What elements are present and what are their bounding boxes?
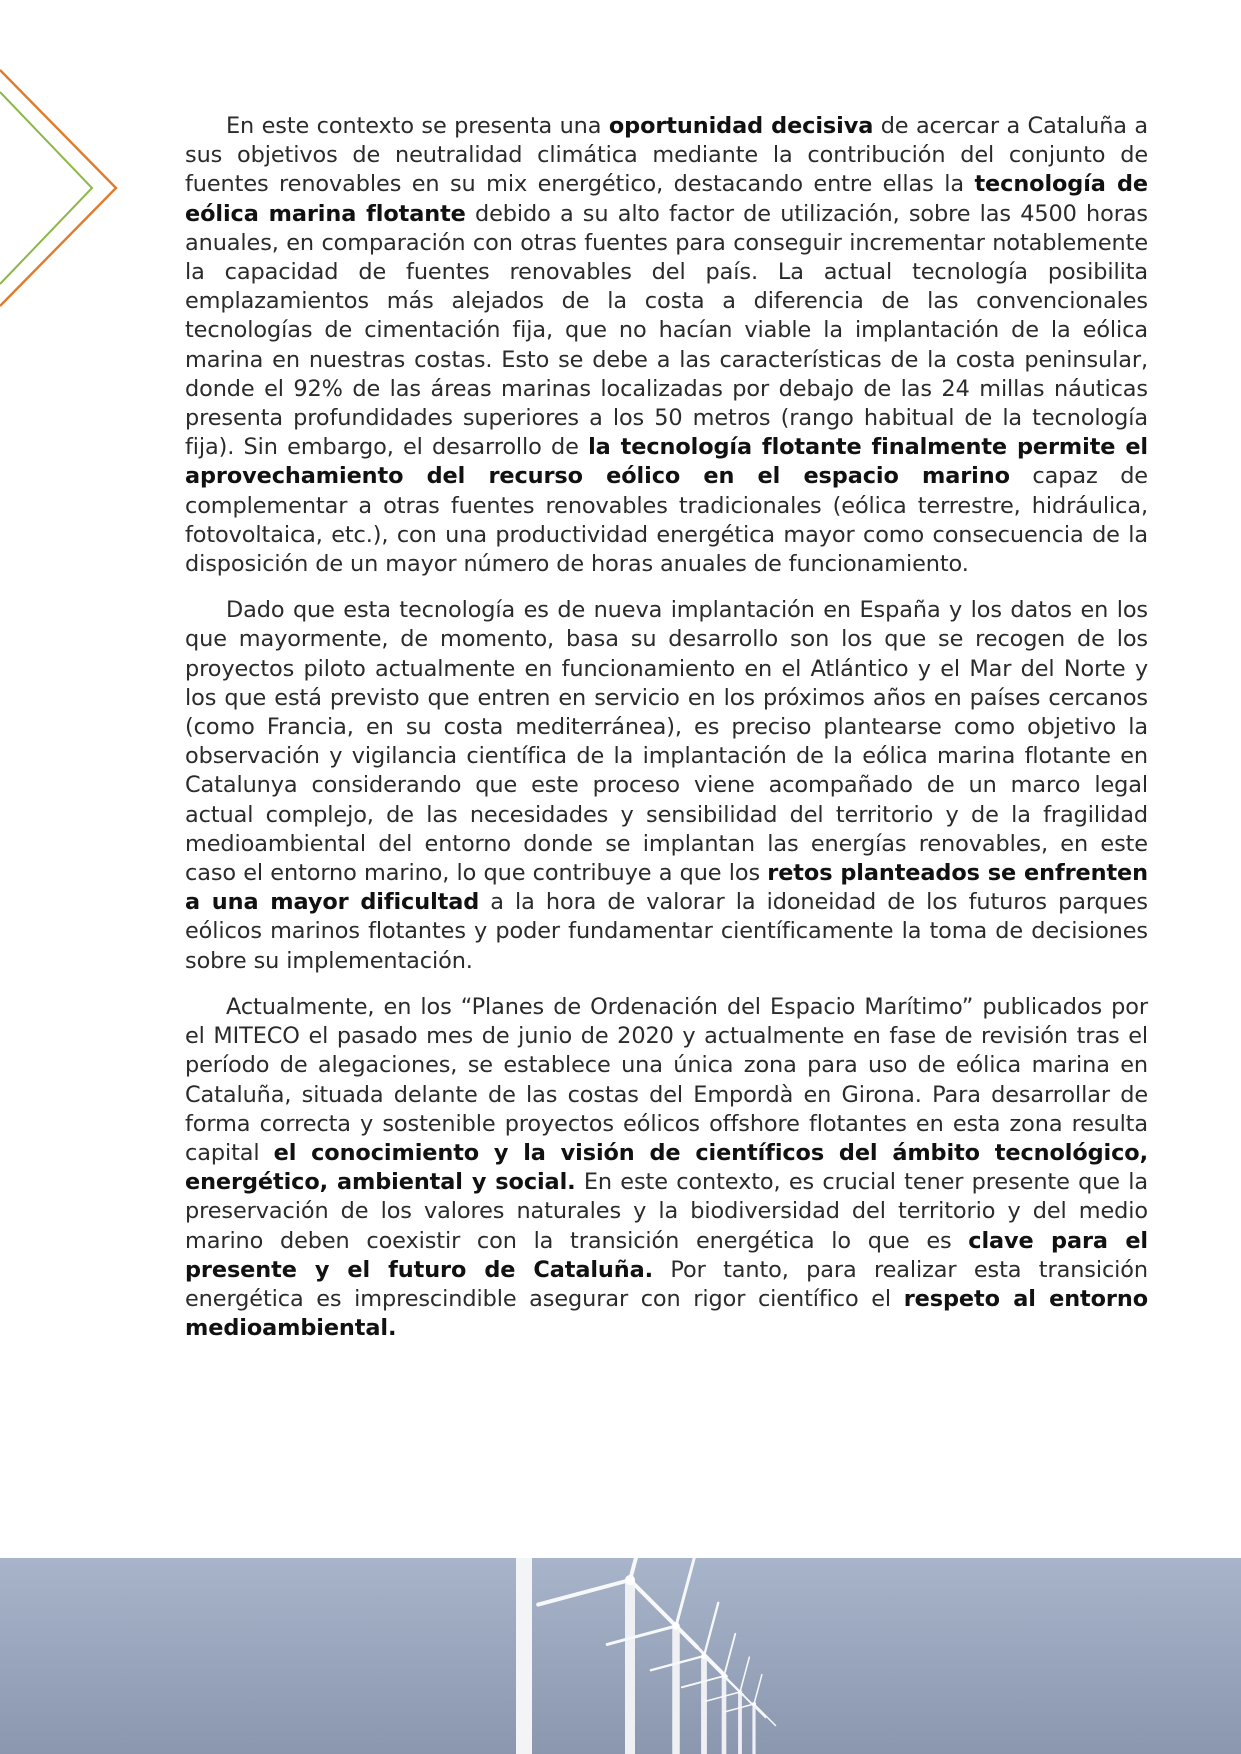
turbine-tower <box>701 1656 707 1754</box>
text-run: En este contexto se presenta una <box>226 113 609 139</box>
paragraph <box>185 596 1148 976</box>
chevron-arrow-icon <box>0 60 130 320</box>
bold-text: tecnología de eólica marina flotante <box>185 171 1148 227</box>
turbine-tower <box>738 1692 742 1754</box>
text-run: En este contexto, es crucial tener presente que la preservación de los valores naturales y la biodiversidad del territorio y del medio marino deben coexistir con la transición energética lo que es <box>185 1169 1148 1254</box>
turbine-hub <box>701 1653 707 1659</box>
turbine-hub <box>738 1690 742 1694</box>
turbine-hub <box>625 1575 635 1585</box>
bold-text: oportunidad decisiva <box>608 113 874 139</box>
text-run: de acercar a Cataluña a sus objetivos de neutralidad climática mediante la contribución del conjunto de fuentes renovables en su mix energético, destacando entre ellas la <box>185 113 1148 198</box>
turbine-tower <box>625 1580 635 1754</box>
chevron-outer-line <box>0 70 116 306</box>
paragraph <box>185 993 1148 1343</box>
wind-turbines-photo <box>0 1558 1241 1754</box>
article-body <box>185 112 1148 1360</box>
text-run: a la hora de valorar la idoneidad de los futuros parques eólicos marinos flotantes y poder fundamentar científicamente la toma de decisiones sobre su implementación. <box>185 889 1148 974</box>
bold-text: la tecnología flotante finalmente permite el aprovechamiento del recurso eólico en el espacio marino <box>185 434 1148 490</box>
chevron-inner-line <box>0 92 92 284</box>
bold-text: el conocimiento y la visión de científicos del ámbito tecnológico, energético, ambiental y social. <box>185 1139 1148 1196</box>
turbine-tower <box>516 1558 532 1754</box>
text-run: debido a su alto factor de utilización, sobre las 4500 horas anuales, en comparación con otras fuentes para conseguir incrementar notablemente la capacidad de fuentes renovables del país. La actual tecnología posibilita emplazamientos más alejados de la costa a diferencia de las convencionales tecnologías de cimentación fija, que no hacían viable la implantación de la eólica marina en nuestras costas. Esto se debe a las características de la costa peninsular, donde el 92% de las áreas marinas localizadas por debajo de las 24 millas náuticas presenta profundidades superiores a los 50 metros (rango habitual de la tecnología fija). Sin embargo, el desarrollo de <box>185 200 1148 461</box>
turbine-hub <box>672 1622 680 1630</box>
text-run: capaz de complementar a otras fuentes renovables tradicionales (eólica terrestre, hidráulica, fotovoltaica, etc.), con una productividad energética mayor como consecuencia de la disposición de un mayor número de horas anuales de funcionamiento. <box>185 463 1148 578</box>
turbine-tower <box>752 1704 755 1754</box>
turbine-hub <box>722 1674 727 1679</box>
bold-text: retos planteados se enfrenten a una mayor dificultad <box>185 860 1148 916</box>
bold-text: respeto al entorno medioambiental. <box>185 1285 1148 1342</box>
turbine-tower <box>672 1626 680 1754</box>
turbine-hub <box>752 1702 756 1706</box>
sky-background <box>0 1558 1241 1754</box>
bold-text: clave para el presente y el futuro de Cataluña. <box>185 1227 1148 1283</box>
paragraph <box>185 112 1148 579</box>
turbine-tower <box>722 1676 727 1754</box>
text-run: Dado que esta tecnología es de nueva implantación en España y los datos en los que mayormente, de momento, basa su desarrollo son los que se recogen de los proyectos piloto actualmente en funcionamiento en el Atlántico y el Mar del Norte y los que está previsto que entren en servicio en los próximos años en países cercanos (como Francia, en su costa mediterránea), es preciso plantearse como objetivo la observación y vigilancia científica de la implantación de la eólica marina flotante en Catalunya considerando que este proceso viene acompañado de un marco legal actual complejo, de las necesidades y sensibilidad del territorio y de la fragilidad medioambiental del entorno donde se implantan las energías renovables, en este caso el entorno marino, lo que contribuye a que los <box>185 597 1148 887</box>
text-run: Por tanto, para realizar esta transición energética es imprescindible asegurar con rigor científico el <box>185 1256 1148 1312</box>
text-run: Actualmente, en los “Planes de Ordenación del Espacio Marítimo” publicados por el MITECO el pasado mes de junio de 2020 y actualmente en fase de revisión tras el período de alegaciones, se establece una única zona para uso de eólica marina en Cataluña, situada delante de las costas del Empordà en Girona. Para desarrollar de forma correcta y sostenible proyectos eólicos offshore flotantes en esta zona resulta capital <box>185 993 1148 1166</box>
